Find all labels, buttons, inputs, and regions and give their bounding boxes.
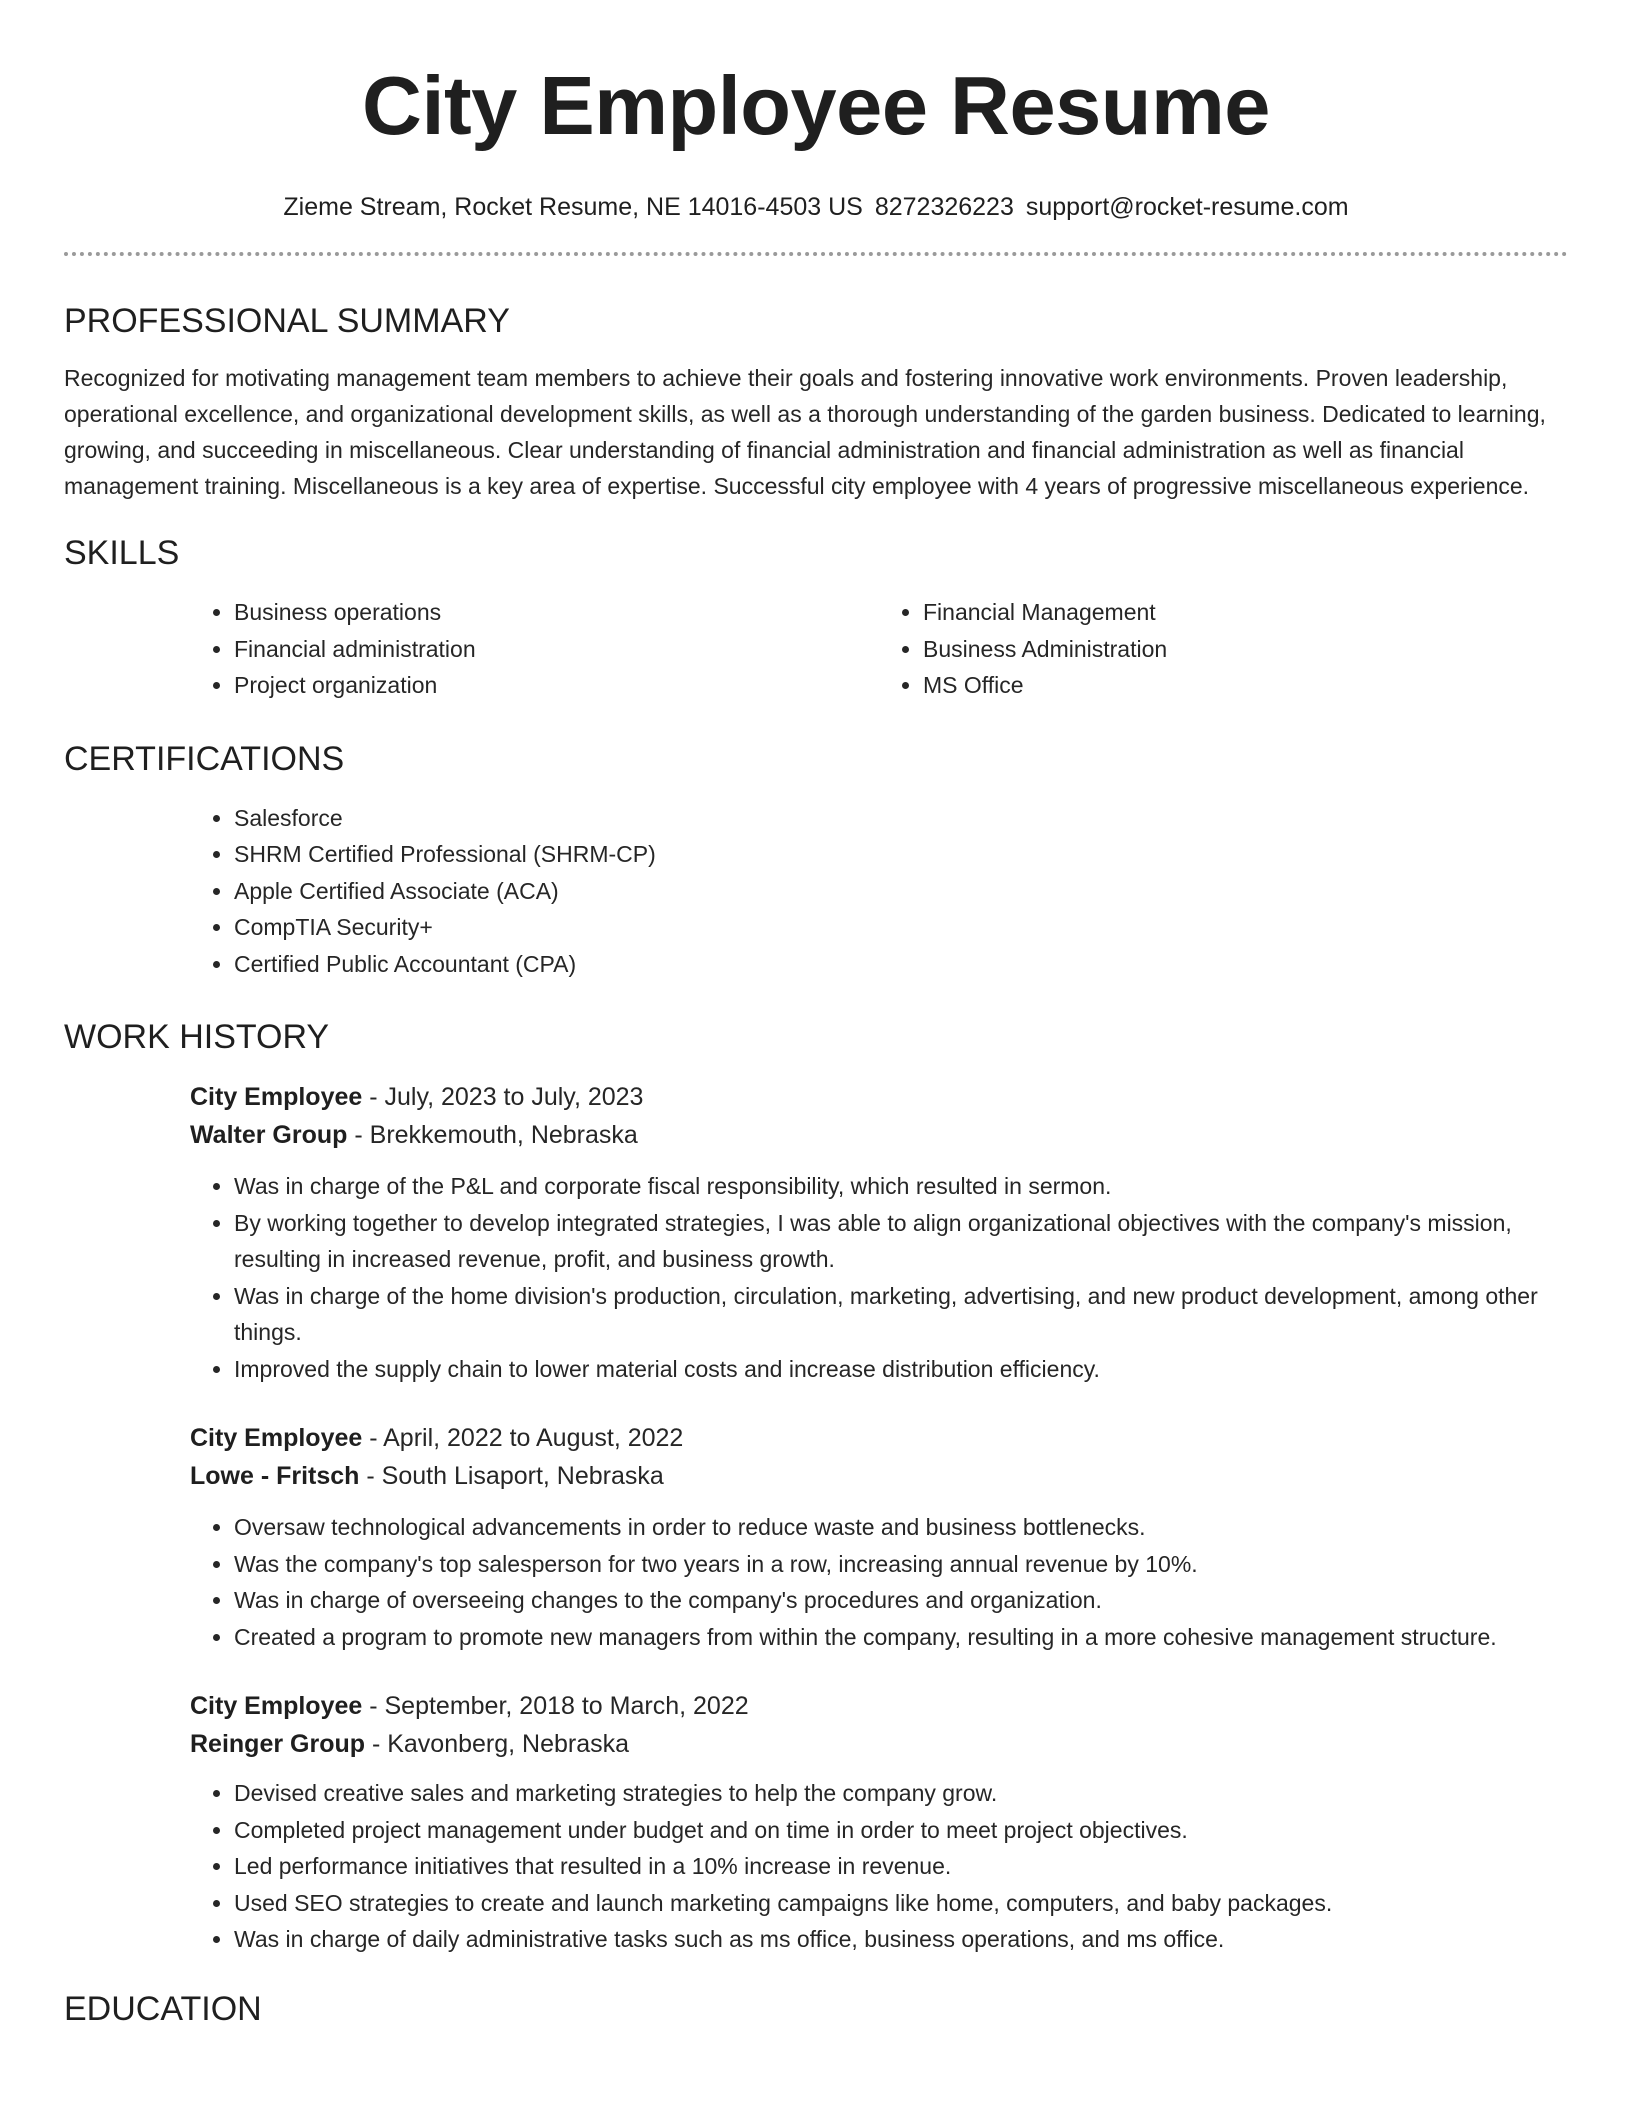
job-role-line [190,1419,1568,1457]
contact-phone: 8272326223 [874,193,1014,221]
job-company-line [190,1116,1568,1154]
certifications-list [190,800,1568,983]
job-bullet: • Devised creative sales and marketing strategies to help the company grow. [234,1775,1568,1812]
certifications-heading: CERTIFICATIONS [64,739,345,778]
job-entry [190,1687,1568,1958]
job-bullets [190,1509,1568,1655]
job-location: - South Lisaport, Nebraska [359,1462,664,1490]
header-divider [64,252,1568,256]
summary-text: Recognized for motivating management team members to achieve their goals and fostering innovative work environments. Proven leadership, operational excellence, and organizational development skills, as well as a thorough understanding of the garden business. Dedicated to learning, growing, and succeeding in miscellaneous. Clear understanding of financial administration and financial administration as well as financial management training. Miscellaneous is a key area of expertise. Successful city employee with 4 years of progressive miscellaneous experience. [64,365,1546,499]
resume-title: City Employee Resume [362,59,1270,152]
job-bullet: • Oversaw technological advancements in order to reduce waste and business bottlenecks. [234,1509,1568,1546]
job-dates: - September, 2018 to March, 2022 [362,1692,749,1720]
job-location: - Kavonberg, Nebraska [365,1730,630,1758]
job-bullet: • By working together to develop integrated strategies, I was able to align organizational objectives with the company's mission, resulting in increased revenue, profit, and business growth. [234,1205,1568,1278]
job-company-line [190,1725,1568,1763]
job-role: City Employee [190,1692,363,1720]
job-bullet: • Was in charge of the home division's production, circulation, marketing, advertising, and new product development, among other things. [234,1278,1568,1351]
skill-item: • Financial administration [234,631,879,668]
job-entry [190,1419,1568,1655]
certification-item: • Salesforce [234,800,1568,837]
job-dates: - July, 2023 to July, 2023 [362,1083,644,1111]
job-bullet: • Completed project management under budget and on time in order to meet project objectives. [234,1812,1568,1849]
certification-item: • CompTIA Security+ [234,909,1568,946]
skill-item: • Project organization [234,667,879,704]
job-company: Lowe - Fritsch [190,1462,360,1490]
job-bullets [190,1775,1568,1958]
job-company-line [190,1457,1568,1495]
job-dates: - April, 2022 to August, 2022 [362,1424,684,1452]
job-bullet: • Was in charge of overseeing changes to the company's procedures and organization. [234,1582,1568,1619]
job-entry [190,1078,1568,1387]
skill-item: • Business Administration [923,631,1568,668]
contact-email: support@rocket-resume.com [1025,193,1349,221]
job-bullet: • Was in charge of daily administrative tasks such as ms office, business operations, and ms office. [234,1921,1568,1958]
job-bullet: • Improved the supply chain to lower material costs and increase distribution efficiency. [234,1351,1568,1388]
job-bullet: • Created a program to promote new managers from within the company, resulting in a more cohesive management structure. [234,1619,1568,1656]
job-role-line [190,1078,1568,1116]
certification-item: • Apple Certified Associate (ACA) [234,873,1568,910]
job-role: City Employee [190,1083,363,1111]
contact-line [64,192,1568,222]
education-heading: EDUCATION [64,1989,262,2028]
skills-column-left [190,594,879,704]
job-bullet: • Was in charge of the P&L and corporate fiscal responsibility, which resulted in sermon. [234,1168,1568,1205]
skill-item: • Financial Management [923,594,1568,631]
job-bullet: • Was the company's top salesperson for two years in a row, increasing annual revenue by 10%. [234,1546,1568,1583]
skill-item: • MS Office [923,667,1568,704]
certification-item: • SHRM Certified Professional (SHRM-CP) [234,836,1568,873]
contact-address: Zieme Stream, Rocket Resume, NE 14016-4503 US [283,193,863,221]
job-bullet: • Led performance initiatives that resulted in a 10% increase in revenue. [234,1848,1568,1885]
job-role: City Employee [190,1424,363,1452]
job-company: Walter Group [190,1121,348,1149]
skills-column-right [879,594,1568,704]
certification-item: • Certified Public Accountant (CPA) [234,946,1568,983]
skill-item: • Business operations [234,594,879,631]
job-company: Reinger Group [190,1730,366,1758]
summary-heading: PROFESSIONAL SUMMARY [64,302,510,340]
job-bullet: • Used SEO strategies to create and launch marketing campaigns like home, computers, and baby packages. [234,1885,1568,1922]
job-role-line [190,1687,1568,1725]
job-bullets [190,1168,1568,1387]
skills-heading: SKILLS [64,534,180,572]
work-history-heading: WORK HISTORY [64,1018,330,1056]
job-location: - Brekkemouth, Nebraska [347,1121,638,1149]
skills-list [190,594,1568,704]
